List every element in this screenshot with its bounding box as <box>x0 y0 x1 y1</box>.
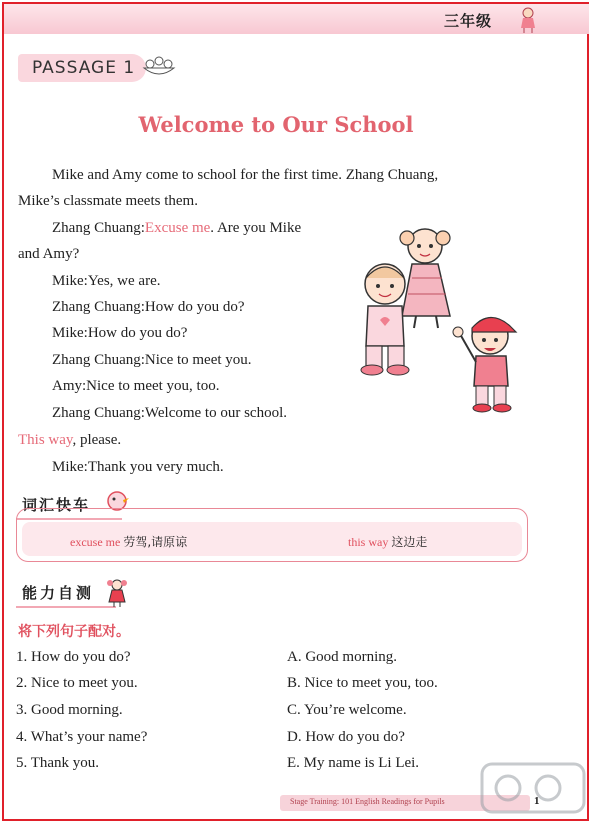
passage-label: PASSAGE 1 <box>32 58 136 78</box>
dialog-line-7 <box>52 378 219 395</box>
watermark-logo-icon <box>478 760 588 816</box>
vocab-en: this way <box>348 535 389 549</box>
right-item-e: E. My name is Li Lei. <box>287 755 420 771</box>
page-number: 1 <box>534 795 540 807</box>
separator: : <box>83 273 88 289</box>
highlight-phrase: Excuse me <box>144 220 211 236</box>
dialog-text: Nice to meet you. <box>144 352 252 368</box>
highlight-phrase: This way <box>18 432 73 448</box>
dialog-text: Welcome to our school. <box>144 405 287 421</box>
speaker: Zhang Chuang <box>52 299 141 315</box>
dialog-line-10 <box>52 459 224 476</box>
speaker: Mike <box>52 273 84 289</box>
right-item-c: C. You’re welcome. <box>287 702 407 718</box>
vocab-section-title: 词汇快车 <box>16 494 122 520</box>
speaker: Zhang Chuang <box>52 405 141 421</box>
separator: : <box>140 299 145 315</box>
dialog-line-9 <box>18 432 121 449</box>
separator: : <box>82 378 87 394</box>
separator: : <box>140 352 145 368</box>
dialog-line-4 <box>52 299 244 316</box>
separator: : <box>140 405 145 421</box>
dialog-line-2: and Amy? <box>18 246 80 262</box>
dialog-line-8 <box>52 405 287 422</box>
girl-icon <box>106 578 128 608</box>
separator: : <box>83 459 88 475</box>
dialog-line-5 <box>52 325 187 342</box>
dialog-text: How do you do? <box>144 299 245 315</box>
speaker: Mike <box>52 459 84 475</box>
page-title: Welcome to Our School <box>138 112 414 137</box>
right-item-b: B. Nice to meet you, too. <box>287 675 438 691</box>
dialog-line-3 <box>52 273 160 290</box>
dialog-text: How do you do? <box>87 325 188 341</box>
vocab-item-2 <box>348 533 427 550</box>
speaker: Amy <box>52 378 82 394</box>
flower-basket-icon <box>140 54 178 80</box>
vocab-item-1 <box>70 533 187 550</box>
left-item-2: 2. Nice to meet you. <box>16 675 138 691</box>
vocab-zh: 这边走 <box>391 535 428 549</box>
right-item-d: D. How do you do? <box>287 729 405 745</box>
dialog-text: , please. <box>72 432 122 448</box>
dialog-text: Nice to meet you, too. <box>86 378 220 394</box>
kid-icon <box>515 6 541 34</box>
separator: : <box>83 325 88 341</box>
left-item-4: 4. What’s your name? <box>16 729 148 745</box>
speaker: Zhang Chuang <box>52 220 141 236</box>
vocab-en: excuse me <box>70 535 121 549</box>
left-item-1: 1. How do you do? <box>16 649 131 665</box>
left-item-3: 3. Good morning. <box>16 702 123 718</box>
header-band <box>4 4 589 34</box>
intro-line-1: Mike and Amy come to school for the first time. Zhang Chuang, <box>52 167 439 183</box>
grade-label: 三年级 <box>444 12 493 30</box>
left-item-5: 5. Thank you. <box>16 755 100 771</box>
vocab-zh: 劳驾,请原谅 <box>123 535 188 549</box>
speaker: Zhang Chuang <box>52 352 141 368</box>
footer-text: Stage Training: 101 English Readings for Pupils <box>290 797 445 806</box>
dialog-line-6 <box>52 352 252 369</box>
speaker: Mike <box>52 325 84 341</box>
dialog-text: Thank you very much. <box>87 459 224 475</box>
instruction: 将下列句子配对。 <box>18 624 130 640</box>
right-item-a: A. Good morning. <box>287 649 397 665</box>
dialog-line-1 <box>52 220 301 237</box>
dialog-text: . Are you Mike <box>210 220 302 236</box>
intro-line-2: Mike’s classmate meets them. <box>18 193 198 209</box>
skills-section-title: 能力自测 <box>16 582 116 608</box>
dialog-text: Yes, we are. <box>87 273 161 289</box>
separator: : <box>140 220 145 236</box>
children-illustration <box>350 216 530 416</box>
